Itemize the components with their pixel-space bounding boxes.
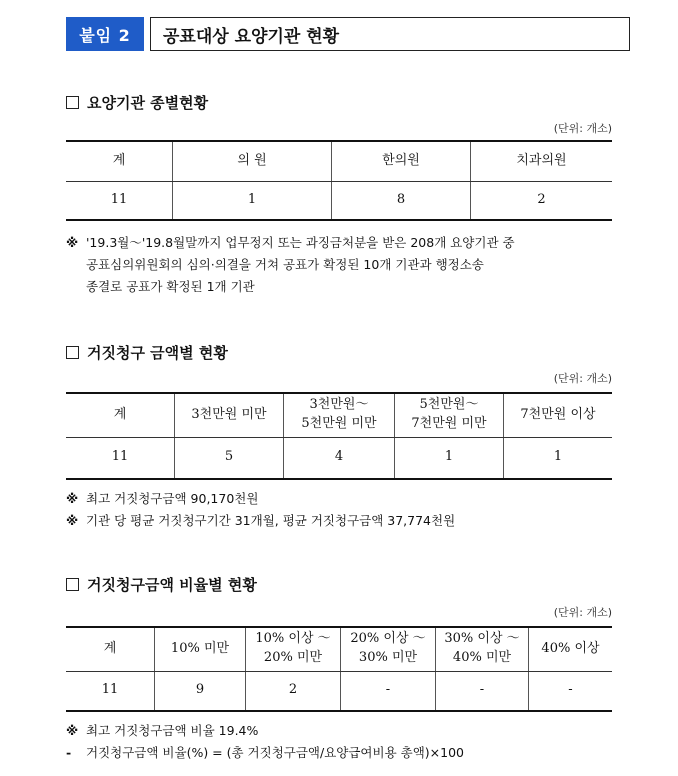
section3-heading xyxy=(66,574,257,595)
header-text: 40% 미만 xyxy=(452,650,512,666)
table-cell: 9 xyxy=(155,671,246,711)
table-cell: 2 xyxy=(471,181,613,220)
table-cell: 11 xyxy=(66,671,155,711)
note-line xyxy=(66,232,626,254)
header-cell: 한의원 xyxy=(332,141,471,181)
header-cell xyxy=(529,627,613,671)
note-line xyxy=(66,510,626,532)
section1-heading-text: 요양기관 종별현황 xyxy=(87,94,209,112)
section3-heading-text: 거짓청구금액 비율별 현황 xyxy=(87,576,257,594)
header-cell xyxy=(504,393,613,437)
header-cell xyxy=(284,393,395,437)
attachment-badge: 붙임 2 xyxy=(66,17,144,51)
header-text: 3천만원～ xyxy=(309,397,369,413)
header-cell xyxy=(66,393,175,437)
header-cell xyxy=(395,393,504,437)
header-text: 7천만원 미만 xyxy=(411,416,487,432)
header-cell xyxy=(175,393,284,437)
header-text: 5천만원～ xyxy=(419,397,479,413)
header-text: 30% 이상 ～ xyxy=(444,631,520,647)
header-cell xyxy=(155,627,246,671)
table-cell: 1 xyxy=(504,437,613,479)
section3-unit: (단위: 개소) xyxy=(553,606,612,619)
note-text: 최고 거짓청구금액 90,170천원 xyxy=(86,491,259,506)
table-row xyxy=(66,671,612,711)
section2-heading-text: 거짓청구 금액별 현황 xyxy=(87,344,228,362)
note-line: 공표심의위원회의 심의·의결을 거쳐 공표가 확정된 10개 기관과 행정소송 xyxy=(86,257,484,272)
table-row xyxy=(66,437,612,479)
note-mark: - xyxy=(66,745,72,760)
header-text: 10% 미만 xyxy=(170,640,230,656)
section1-unit: (단위: 개소) xyxy=(553,122,612,135)
page-title: 공표대상 요양기관 현황 xyxy=(150,17,630,51)
checkbox-square-icon xyxy=(66,96,79,109)
header-text: 30% 미만 xyxy=(358,650,418,666)
table-row xyxy=(66,181,612,220)
header-cell xyxy=(246,627,341,671)
table-cell: 1 xyxy=(395,437,504,479)
note-line xyxy=(66,488,626,510)
section3-table xyxy=(66,626,612,712)
table-header-row xyxy=(66,141,612,181)
checkbox-square-icon xyxy=(66,346,79,359)
page-header xyxy=(66,17,630,51)
section2-notes xyxy=(66,488,626,532)
checkbox-square-icon xyxy=(66,578,79,591)
note-mark: ※ xyxy=(66,723,79,738)
section2-unit: (단위: 개소) xyxy=(553,372,612,385)
table-cell: - xyxy=(436,671,529,711)
header-text: 5천만원 미만 xyxy=(301,416,377,432)
header-text: 7천만원 이상 xyxy=(520,406,596,422)
section1-table xyxy=(66,140,612,221)
header-cell xyxy=(66,627,155,671)
note-line xyxy=(66,720,626,742)
header-text: 20% 미만 xyxy=(263,650,323,666)
note-mark: ※ xyxy=(66,513,79,528)
header-cell xyxy=(341,627,436,671)
section3-notes xyxy=(66,720,626,764)
note-text: 최고 거짓청구금액 비율 19.4% xyxy=(86,723,259,738)
header-cell: 치과의원 xyxy=(471,141,613,181)
header-cell: 계 xyxy=(66,141,173,181)
table-cell: 1 xyxy=(173,181,332,220)
table-header-row xyxy=(66,393,612,437)
note-line xyxy=(66,742,626,764)
table-cell: - xyxy=(529,671,613,711)
table-cell: 5 xyxy=(175,437,284,479)
table-cell: 4 xyxy=(284,437,395,479)
table-cell: 11 xyxy=(66,437,175,479)
note-mark: ※ xyxy=(66,235,79,250)
table-cell: 2 xyxy=(246,671,341,711)
header-text: 20% 이상 ～ xyxy=(350,631,426,647)
note-mark: ※ xyxy=(66,491,79,506)
table-cell: 8 xyxy=(332,181,471,220)
section2-table xyxy=(66,392,612,480)
table-cell: 11 xyxy=(66,181,173,220)
header-text: 계 xyxy=(113,406,127,422)
header-text: 계 xyxy=(103,640,117,656)
note-line: 종결로 공표가 확정된 1개 기관 xyxy=(86,279,255,294)
header-cell xyxy=(436,627,529,671)
table-header-row xyxy=(66,627,612,671)
section2-heading xyxy=(66,342,228,363)
note-text: 기관 당 평균 거짓청구기간 31개월, 평균 거짓청구금액 37,774천원 xyxy=(86,513,456,528)
header-text: 3천만원 미만 xyxy=(191,406,267,422)
table-cell: - xyxy=(341,671,436,711)
header-cell: 의 원 xyxy=(173,141,332,181)
section1-note xyxy=(66,232,626,298)
note-text: '19.3월～'19.8월말까지 업무정지 또는 과징금처분을 받은 208개 요양기관 중 xyxy=(86,235,515,250)
header-text: 40% 이상 xyxy=(541,640,600,656)
section1-heading xyxy=(66,92,208,113)
note-text: 거짓청구금액 비율(%) = (총 거짓청구금액/요양급여비용 총액)×100 xyxy=(86,745,464,760)
header-text: 10% 이상 ～ xyxy=(255,631,331,647)
